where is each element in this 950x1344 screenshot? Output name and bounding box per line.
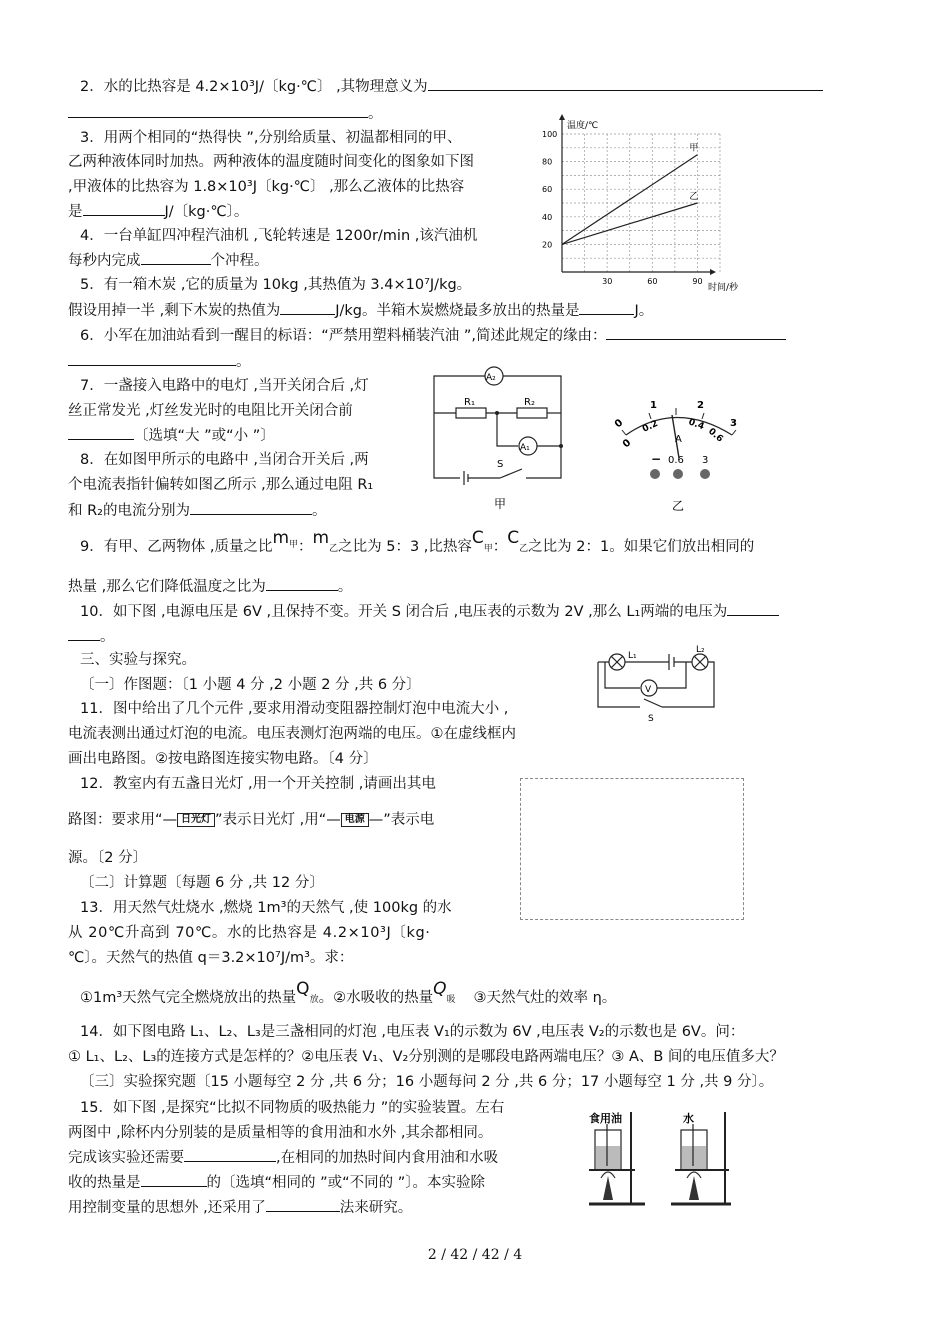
q9-line2: 热量 ,那么它们降低温度之比为 。 bbox=[68, 576, 352, 597]
q2-line2: 。 bbox=[68, 103, 383, 124]
q13-line3: ℃〕。天然气的热值 q＝3.2×10⁷J/m³。求： bbox=[68, 950, 354, 966]
q14-line2: ① L₁、L₂、L₃的连接方式是怎样的？②电压表 V₁、V₂分别测的是哪段电路两端电压？③ A、B 间的电压值多大？ bbox=[68, 1049, 784, 1065]
q8-line3: 和 R₂的电流分别为 。 bbox=[68, 500, 327, 521]
svg-text:S: S bbox=[497, 459, 504, 470]
svg-text:水: 水 bbox=[683, 1112, 694, 1125]
answer-blank[interactable] bbox=[428, 76, 823, 91]
fluorescent-lamp-symbol: 日光灯 bbox=[177, 813, 215, 827]
x-tick-label: 60 bbox=[647, 277, 658, 286]
answer-blank[interactable] bbox=[266, 1197, 340, 1212]
resistor-r2 bbox=[517, 408, 547, 418]
q3-line2: 乙两种液体同时加热。两种液体的温度随时间变化的图象如下图 bbox=[68, 154, 474, 170]
answer-blank[interactable] bbox=[83, 201, 165, 216]
q11-line3: 画出电路图。②按电路图连接实物电路。〔4 分〕 bbox=[68, 751, 378, 767]
q5-line1: 5．有一箱木炭 ,它的质量为 10kg ,其热值为 3.4×10⁷J/kg。 bbox=[80, 277, 472, 293]
answer-blank[interactable] bbox=[141, 250, 211, 265]
oil-apparatus bbox=[589, 1111, 645, 1204]
temperature-time-chart bbox=[540, 112, 745, 298]
y-tick-label: 60 bbox=[542, 185, 553, 195]
q6-line1: 6．小军在加油站看到一醒目的标语：“严禁用塑料桶装汽油 ”,简述此规定的缘由： bbox=[80, 325, 786, 346]
y-tick-label: 100 bbox=[542, 130, 558, 139]
q9-line1: 9．有甲、乙两物体 ,质量之比$m^甲$：m乙之比为 5：3 ,比热容C甲：C乙之比为 2：1。如果它们放出相同的 bbox=[80, 528, 755, 555]
q13-line4: ①1m³天然气完全燃烧放出的热量Q放。②水吸收的热量Q吸 ③天然气灶的效率 η。 bbox=[80, 979, 617, 1006]
svg-text:S: S bbox=[648, 714, 654, 724]
svg-text:0.4: 0.4 bbox=[686, 417, 706, 433]
svg-text:0: 0 bbox=[620, 437, 634, 451]
q15-line2: 两图中 ,除杯内分别装的是质量相等的食用油和水外 ,其余都相同。 bbox=[68, 1125, 493, 1141]
caption-jia: 甲 bbox=[494, 497, 507, 511]
q13-line1: 13．用天然气灶烧水 ,燃烧 1m³的天然气 ,使 100kg 的水 bbox=[80, 900, 452, 916]
answer-blank[interactable] bbox=[68, 103, 368, 118]
q7-line3: 〔选填“大 ”或“小 ”〕 bbox=[68, 425, 275, 446]
svg-text:食用油: 食用油 bbox=[589, 1112, 622, 1125]
svg-text:V: V bbox=[645, 685, 652, 695]
q3-line3: ,甲液体的比热容为 1.8×10³J〔kg·℃〕 ,那么乙液体的比热容 bbox=[68, 179, 465, 195]
svg-text:0.6: 0.6 bbox=[668, 455, 684, 466]
power-source-symbol: 电源 bbox=[341, 813, 369, 827]
svg-text:0: 0 bbox=[612, 417, 626, 431]
q11-line1: 11．图中给出了几个元件 ,要求用滑动变阻器控制灯泡中电流大小 , bbox=[80, 701, 509, 717]
q3-line1: 3．用两个相同的“热得快 ”,分别给质量、初温都相同的甲、 bbox=[80, 130, 462, 146]
page-footer: 2 / 42 / 42 / 4 bbox=[427, 1247, 523, 1263]
ammeter-dial-yi bbox=[604, 390, 754, 518]
q10-line2: 。 bbox=[68, 626, 115, 647]
q4-line2: 每秒内完成 个冲程。 bbox=[68, 250, 269, 271]
q15-line1: 15．如下图 ,是探究“比拟不同物质的吸热能力 ”的实验装置。左右 bbox=[80, 1100, 505, 1116]
svg-text:0.2: 0.2 bbox=[641, 418, 660, 435]
svg-text:R₁: R₁ bbox=[464, 397, 475, 408]
section-3-sub3: 〔三〕实验探究题〔15 小题每空 2 分 ,共 6 分；16 小题每问 2 分 ,共 6 分；17 小题每空 1 分 ,共 9 分〕。 bbox=[80, 1074, 774, 1090]
answer-blank[interactable] bbox=[184, 1147, 276, 1162]
q15-line5: 用控制变量的思想外 ,还采用了 法来研究。 bbox=[68, 1197, 412, 1218]
svg-text:L₂: L₂ bbox=[696, 645, 705, 655]
y-axis-label: 温度/℃ bbox=[567, 121, 599, 131]
caption-yi: 乙 bbox=[672, 499, 685, 513]
answer-blank[interactable] bbox=[266, 576, 338, 591]
q10-line1: 10．如下图 ,电源电压是 6V ,且保持不变。开关 S 闭合后 ,电压表的示数为 2V ,那么 L₁两端的电压为 bbox=[80, 601, 779, 622]
q12-line2: 路图：要求用“— 日光灯 ”表示日光灯 ,用“— 电源 —”表示电 bbox=[68, 812, 435, 828]
section-3-title: 三、实验与探究。 bbox=[80, 652, 196, 668]
y-axis-arrow bbox=[559, 114, 565, 120]
answer-blank[interactable] bbox=[606, 325, 786, 340]
series-label: 乙 bbox=[689, 192, 699, 202]
q12-line3: 源。〔2 分〕 bbox=[68, 850, 148, 866]
drawing-area-box[interactable] bbox=[520, 778, 744, 920]
q11-line2: 电流表测出通过灯泡的电流。电压表测灯泡两端的电压。①在虚线框内 bbox=[68, 726, 516, 742]
q8-line1: 8．在如图甲所示的电路中 ,当闭合开关后 ,两 bbox=[80, 452, 369, 468]
answer-blank[interactable] bbox=[190, 500, 312, 515]
answer-blank[interactable] bbox=[68, 351, 236, 366]
q3-line4: 是 J/〔kg·℃〕。 bbox=[68, 201, 248, 222]
q14-line1: 14．如下图电路 L₁、L₂、L₃是三盏相同的灯泡 ,电压表 V₁的示数为 6V ,电压表 V₂的示数也是 6V。问： bbox=[80, 1024, 745, 1040]
section-3-sub1: 〔一〕作图题：〔1 小题 4 分 ,2 小题 2 分 ,共 6 分〕 bbox=[80, 677, 421, 693]
svg-text:2: 2 bbox=[697, 400, 704, 411]
svg-text:1: 1 bbox=[650, 400, 657, 411]
water-apparatus bbox=[671, 1111, 731, 1204]
x-axis-label: 时间/秒 bbox=[708, 283, 739, 293]
circuit-diagram-l1-l2 bbox=[590, 645, 718, 725]
series-label: 甲 bbox=[689, 143, 699, 154]
q7-line2: 丝正常发光 ,灯丝发光时的电阻比开关闭合前 bbox=[68, 403, 353, 419]
answer-blank[interactable] bbox=[579, 300, 634, 315]
y-tick-label: 40 bbox=[542, 212, 553, 222]
q2-line1: 2．水的比热容是 4.2×10³J/〔kg·℃〕 ,其物理意义为 bbox=[80, 76, 823, 97]
svg-text:L₁: L₁ bbox=[628, 651, 637, 661]
section-3-sub2: 〔二〕计算题〔每题 6 分 ,共 12 分〕 bbox=[80, 875, 324, 891]
svg-text:A₂: A₂ bbox=[486, 373, 496, 383]
y-tick-label: 80 bbox=[542, 157, 553, 167]
answer-blank[interactable] bbox=[727, 601, 779, 616]
svg-text:A₁: A₁ bbox=[520, 443, 530, 453]
heating-apparatus-figure bbox=[585, 1108, 735, 1212]
q13-line2: 从 20℃升高到 70℃。水的比热容是 4.2×10³J〔kg· bbox=[68, 925, 431, 941]
q7-line1: 7．一盏接入电路中的电灯 ,当开关闭合后 ,灯 bbox=[80, 378, 369, 394]
q15-line3: 完成该实验还需要 ,在相同的加热时间内食用油和水吸 bbox=[68, 1147, 498, 1168]
answer-blank[interactable] bbox=[68, 626, 100, 641]
q15-line4: 收的热量是 的〔选填“相同的 ”或“不同的 ”〕。本实验除 bbox=[68, 1172, 485, 1193]
answer-blank[interactable] bbox=[280, 300, 335, 315]
q4-line1: 4．一台单缸四冲程汽油机 ,飞轮转速是 1200r/min ,该汽油机 bbox=[80, 228, 478, 244]
x-tick-label: 90 bbox=[692, 277, 703, 286]
svg-text:R₂: R₂ bbox=[524, 397, 535, 408]
x-axis-arrow bbox=[710, 269, 716, 275]
q8-line2: 个电流表指针偏转如图乙所示 ,那么通过电阻 R₁ bbox=[68, 477, 374, 493]
svg-text:3: 3 bbox=[730, 418, 737, 429]
svg-text:A: A bbox=[675, 434, 682, 445]
q5-line2: 假设用掉一半 ,剩下木炭的热值为 J/kg。半箱木炭燃烧最多放出的热量是 J。 bbox=[68, 300, 653, 321]
y-tick-label: 20 bbox=[542, 240, 553, 250]
svg-text:−: − bbox=[651, 452, 662, 466]
resistor-r1 bbox=[456, 408, 486, 418]
circuit-diagram-jia bbox=[430, 363, 590, 518]
x-tick-label: 30 bbox=[602, 277, 613, 286]
svg-text:3: 3 bbox=[702, 455, 709, 466]
q12-line1: 12．教室内有五盏日光灯 ,用一个开关控制 ,请画出其电 bbox=[80, 776, 436, 792]
answer-blank[interactable] bbox=[68, 425, 134, 440]
q6-line2: 。 bbox=[68, 351, 251, 372]
svg-text:0.6: 0.6 bbox=[706, 426, 725, 445]
answer-blank[interactable] bbox=[141, 1172, 207, 1187]
